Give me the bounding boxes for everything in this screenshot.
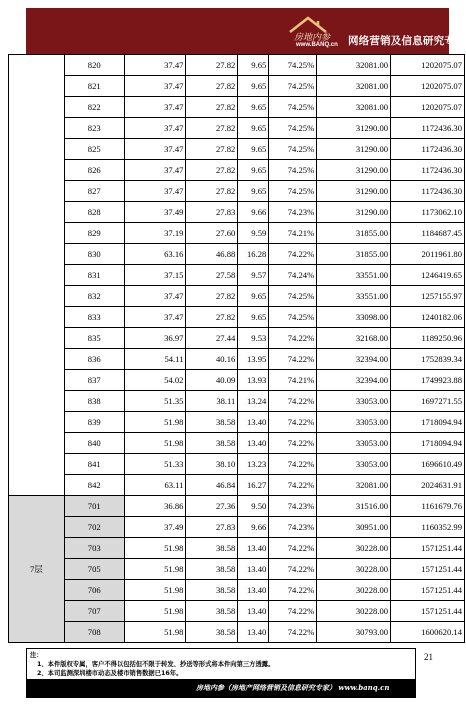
table-body-floor-7 xyxy=(9,496,465,643)
unit-price-cell: 33551.00 xyxy=(317,265,391,286)
area-cell: 37.47 xyxy=(124,307,186,328)
room-cell: 837 xyxy=(64,370,124,391)
table-row xyxy=(9,517,465,538)
unit-price-cell: 31290.00 xyxy=(317,139,391,160)
usable-area-cell: 38.58 xyxy=(186,622,238,643)
table-row xyxy=(9,265,465,286)
area-cell: 54.02 xyxy=(124,370,186,391)
total-price-cell: 1571251.44 xyxy=(391,538,465,559)
area-cell: 51.98 xyxy=(124,580,186,601)
unit-price-cell: 31290.00 xyxy=(317,118,391,139)
area-cell: 37.47 xyxy=(124,139,186,160)
ratio-cell: 74.22% xyxy=(269,433,317,454)
area-cell: 54.11 xyxy=(124,349,186,370)
room-cell: 841 xyxy=(64,454,124,475)
footer-brand-text: 房地内参（房地产网络营销及信息研究专家） www.banq.cn xyxy=(196,683,390,692)
area-cell: 51.33 xyxy=(124,454,186,475)
room-cell: 829 xyxy=(64,223,124,244)
ratio-cell: 74.25% xyxy=(269,139,317,160)
shared-area-cell: 9.65 xyxy=(238,181,269,202)
shared-area-cell: 13.95 xyxy=(238,349,269,370)
shared-area-cell: 9.50 xyxy=(238,496,269,517)
usable-area-cell: 38.10 xyxy=(186,454,238,475)
unit-price-cell: 31516.00 xyxy=(317,496,391,517)
total-price-cell: 1571251.44 xyxy=(391,580,465,601)
table-row xyxy=(9,580,465,601)
table-row xyxy=(9,622,465,643)
table-row xyxy=(9,328,465,349)
total-price-cell: 1571251.44 xyxy=(391,559,465,580)
unit-price-cell: 31855.00 xyxy=(317,223,391,244)
shared-area-cell: 9.65 xyxy=(238,139,269,160)
total-price-cell: 1718094.94 xyxy=(391,412,465,433)
room-cell: 708 xyxy=(64,622,124,643)
room-cell: 825 xyxy=(64,139,124,160)
room-cell: 707 xyxy=(64,601,124,622)
total-price-cell: 1202075.07 xyxy=(391,76,465,97)
area-cell: 51.98 xyxy=(124,601,186,622)
ratio-cell: 74.22% xyxy=(269,538,317,559)
usable-area-cell: 27.82 xyxy=(186,118,238,139)
shared-area-cell: 13.40 xyxy=(238,538,269,559)
table-row xyxy=(9,601,465,622)
area-cell: 37.19 xyxy=(124,223,186,244)
area-cell: 51.98 xyxy=(124,412,186,433)
usable-area-cell: 27.58 xyxy=(186,265,238,286)
usable-area-cell: 27.36 xyxy=(186,496,238,517)
total-price-cell: 1246419.65 xyxy=(391,265,465,286)
room-cell: 840 xyxy=(64,433,124,454)
usable-area-cell: 27.82 xyxy=(186,286,238,307)
unit-price-cell: 31290.00 xyxy=(317,181,391,202)
usable-area-cell: 27.83 xyxy=(186,202,238,223)
shared-area-cell: 9.65 xyxy=(238,307,269,328)
table-row xyxy=(9,391,465,412)
room-cell: 702 xyxy=(64,517,124,538)
usable-area-cell: 46.84 xyxy=(186,475,238,496)
total-price-cell: 1752839.34 xyxy=(391,349,465,370)
area-cell: 37.49 xyxy=(124,517,186,538)
floor-cell: 7层 xyxy=(9,496,65,643)
table-row xyxy=(9,181,465,202)
room-cell: 832 xyxy=(64,286,124,307)
footer-notes xyxy=(30,651,274,678)
room-cell: 826 xyxy=(64,160,124,181)
page-header xyxy=(26,8,466,54)
unit-price-cell: 30228.00 xyxy=(317,601,391,622)
table-row xyxy=(9,139,465,160)
total-price-cell: 1172436.30 xyxy=(391,118,465,139)
usable-area-cell: 27.82 xyxy=(186,139,238,160)
shared-area-cell: 13.23 xyxy=(238,454,269,475)
table-row xyxy=(9,349,465,370)
logo-text: 房地内参 xyxy=(294,33,331,43)
room-cell: 705 xyxy=(64,559,124,580)
table-row xyxy=(9,559,465,580)
ratio-cell: 74.23% xyxy=(269,202,317,223)
area-cell: 36.86 xyxy=(124,496,186,517)
ratio-cell: 74.22% xyxy=(269,349,317,370)
usable-area-cell: 27.82 xyxy=(186,55,238,76)
area-cell: 51.98 xyxy=(124,622,186,643)
area-cell: 37.47 xyxy=(124,181,186,202)
total-price-cell: 1240182.06 xyxy=(391,307,465,328)
shared-area-cell: 13.24 xyxy=(238,391,269,412)
room-cell: 703 xyxy=(64,538,124,559)
shared-area-cell: 13.40 xyxy=(238,433,269,454)
usable-area-cell: 38.58 xyxy=(186,601,238,622)
table-row xyxy=(9,244,465,265)
unit-price-cell: 30793.00 xyxy=(317,622,391,643)
room-cell: 828 xyxy=(64,202,124,223)
room-cell: 833 xyxy=(64,307,124,328)
room-cell: 820 xyxy=(64,55,124,76)
room-cell: 821 xyxy=(64,76,124,97)
room-cell: 835 xyxy=(64,328,124,349)
shared-area-cell: 13.40 xyxy=(238,580,269,601)
usable-area-cell: 27.83 xyxy=(186,517,238,538)
usable-area-cell: 27.82 xyxy=(186,160,238,181)
total-price-cell: 1189250.96 xyxy=(391,328,465,349)
ratio-cell: 74.21% xyxy=(269,223,317,244)
area-cell: 51.98 xyxy=(124,433,186,454)
area-cell: 37.47 xyxy=(124,76,186,97)
ratio-cell: 74.22% xyxy=(269,454,317,475)
total-price-cell: 1600620.14 xyxy=(391,622,465,643)
ratio-cell: 74.21% xyxy=(269,370,317,391)
total-price-cell: 1160352.99 xyxy=(391,517,465,538)
room-cell: 842 xyxy=(64,475,124,496)
total-price-cell: 1202075.07 xyxy=(391,97,465,118)
total-price-cell: 1172436.30 xyxy=(391,181,465,202)
ratio-cell: 74.25% xyxy=(269,118,317,139)
room-cell: 839 xyxy=(64,412,124,433)
unit-price-cell: 32394.00 xyxy=(317,349,391,370)
total-price-cell: 1202075.07 xyxy=(391,55,465,76)
area-cell: 63.16 xyxy=(124,244,186,265)
ratio-cell: 74.25% xyxy=(269,160,317,181)
unit-price-cell: 30951.00 xyxy=(317,517,391,538)
price-table xyxy=(8,54,465,643)
total-price-cell: 1696610.49 xyxy=(391,454,465,475)
unit-price-cell: 32081.00 xyxy=(317,55,391,76)
ratio-cell: 74.25% xyxy=(269,307,317,328)
usable-area-cell: 38.58 xyxy=(186,580,238,601)
room-cell: 706 xyxy=(64,580,124,601)
area-cell: 37.47 xyxy=(124,118,186,139)
unit-price-cell: 30228.00 xyxy=(317,538,391,559)
usable-area-cell: 40.09 xyxy=(186,370,238,391)
total-price-cell: 1749923.88 xyxy=(391,370,465,391)
note-1: 1、本件版权专属，客户不得以包括但不限于转发、抄送等形式将本件向第三方透露。 xyxy=(37,661,275,668)
room-cell: 822 xyxy=(64,97,124,118)
table-row xyxy=(9,496,465,517)
shared-area-cell: 9.65 xyxy=(238,97,269,118)
usable-area-cell: 27.82 xyxy=(186,97,238,118)
ratio-cell: 74.22% xyxy=(269,391,317,412)
shared-area-cell: 13.40 xyxy=(238,601,269,622)
table-row xyxy=(9,76,465,97)
ratio-cell: 74.22% xyxy=(269,475,317,496)
total-price-cell: 1173062.10 xyxy=(391,202,465,223)
table-row xyxy=(9,454,465,475)
table-row xyxy=(9,55,465,76)
room-cell: 838 xyxy=(64,391,124,412)
floor-cell xyxy=(9,55,65,496)
ratio-cell: 74.25% xyxy=(269,76,317,97)
ratio-cell: 74.25% xyxy=(269,55,317,76)
table-row xyxy=(9,223,465,244)
table-row xyxy=(9,475,465,496)
total-price-cell: 1161679.76 xyxy=(391,496,465,517)
table-row xyxy=(9,118,465,139)
unit-price-cell: 32081.00 xyxy=(317,475,391,496)
shared-area-cell: 9.65 xyxy=(238,286,269,307)
ratio-cell: 74.22% xyxy=(269,601,317,622)
usable-area-cell: 38.58 xyxy=(186,412,238,433)
unit-price-cell: 31290.00 xyxy=(317,160,391,181)
table-row xyxy=(9,538,465,559)
unit-price-cell: 32081.00 xyxy=(317,76,391,97)
logo-url: www.BANQ.cn xyxy=(296,42,338,48)
area-cell: 37.47 xyxy=(124,160,186,181)
unit-price-cell: 33053.00 xyxy=(317,391,391,412)
ratio-cell: 74.25% xyxy=(269,181,317,202)
room-cell: 836 xyxy=(64,349,124,370)
unit-price-cell: 33053.00 xyxy=(317,454,391,475)
ratio-cell: 74.22% xyxy=(269,244,317,265)
area-cell: 37.49 xyxy=(124,202,186,223)
unit-price-cell: 33053.00 xyxy=(317,412,391,433)
ratio-cell: 74.22% xyxy=(269,559,317,580)
usable-area-cell: 27.82 xyxy=(186,76,238,97)
total-price-cell: 1184687.45 xyxy=(391,223,465,244)
usable-area-cell: 27.44 xyxy=(186,328,238,349)
unit-price-cell: 30228.00 xyxy=(317,559,391,580)
table-row xyxy=(9,286,465,307)
shared-area-cell: 9.66 xyxy=(238,202,269,223)
table-row xyxy=(9,433,465,454)
usable-area-cell: 38.58 xyxy=(186,559,238,580)
area-cell: 51.98 xyxy=(124,538,186,559)
shared-area-cell: 9.57 xyxy=(238,265,269,286)
shared-area-cell: 9.65 xyxy=(238,118,269,139)
shared-area-cell: 16.27 xyxy=(238,475,269,496)
shared-area-cell: 9.59 xyxy=(238,223,269,244)
unit-price-cell: 31855.00 xyxy=(317,244,391,265)
table-body-floor-8 xyxy=(9,55,465,496)
total-price-cell: 1257155.97 xyxy=(391,286,465,307)
ratio-cell: 74.22% xyxy=(269,328,317,349)
usable-area-cell: 38.11 xyxy=(186,391,238,412)
table-row xyxy=(9,160,465,181)
unit-price-cell: 33551.00 xyxy=(317,286,391,307)
total-price-cell: 1718094.94 xyxy=(391,433,465,454)
unit-price-cell: 32168.00 xyxy=(317,328,391,349)
ratio-cell: 74.22% xyxy=(269,412,317,433)
total-price-cell: 1571251.44 xyxy=(391,601,465,622)
total-price-cell: 2011961.80 xyxy=(391,244,465,265)
table-row xyxy=(9,370,465,391)
unit-price-cell: 33053.00 xyxy=(317,433,391,454)
room-cell: 701 xyxy=(64,496,124,517)
shared-area-cell: 16.28 xyxy=(238,244,269,265)
shared-area-cell: 9.65 xyxy=(238,160,269,181)
total-price-cell: 1172436.30 xyxy=(391,139,465,160)
shared-area-cell: 13.40 xyxy=(238,559,269,580)
area-cell: 36.97 xyxy=(124,328,186,349)
ratio-cell: 74.22% xyxy=(269,622,317,643)
room-cell: 831 xyxy=(64,265,124,286)
unit-price-cell: 30228.00 xyxy=(317,580,391,601)
table-row xyxy=(9,307,465,328)
shared-area-cell: 9.53 xyxy=(238,328,269,349)
shared-area-cell: 13.40 xyxy=(238,622,269,643)
total-price-cell: 2024631.91 xyxy=(391,475,465,496)
room-cell: 830 xyxy=(64,244,124,265)
unit-price-cell: 33098.00 xyxy=(317,307,391,328)
table-row xyxy=(9,97,465,118)
room-cell: 823 xyxy=(64,118,124,139)
unit-price-cell: 32081.00 xyxy=(317,97,391,118)
usable-area-cell: 46.88 xyxy=(186,244,238,265)
shared-area-cell: 9.66 xyxy=(238,517,269,538)
shared-area-cell: 9.65 xyxy=(238,55,269,76)
header-title: 网络营销及信息研究专家 xyxy=(348,35,466,47)
shared-area-cell: 13.40 xyxy=(238,412,269,433)
ratio-cell: 74.23% xyxy=(269,496,317,517)
note-title: 注： xyxy=(30,652,43,659)
page-number: 21 xyxy=(424,652,433,662)
area-cell: 37.47 xyxy=(124,286,186,307)
total-price-cell: 1172436.30 xyxy=(391,160,465,181)
ratio-cell: 74.24% xyxy=(269,265,317,286)
area-cell: 37.47 xyxy=(124,55,186,76)
shared-area-cell: 13.93 xyxy=(238,370,269,391)
area-cell: 37.15 xyxy=(124,265,186,286)
usable-area-cell: 38.58 xyxy=(186,433,238,454)
unit-price-cell: 32394.00 xyxy=(317,370,391,391)
ratio-cell: 74.25% xyxy=(269,97,317,118)
usable-area-cell: 27.82 xyxy=(186,307,238,328)
area-cell: 51.98 xyxy=(124,559,186,580)
area-cell: 63.11 xyxy=(124,475,186,496)
total-price-cell: 1697271.55 xyxy=(391,391,465,412)
area-cell: 51.35 xyxy=(124,391,186,412)
usable-area-cell: 40.16 xyxy=(186,349,238,370)
note-2: 2、本司监测深圳楼市动态及楼市销售数据已16年。 xyxy=(37,670,183,677)
table-row xyxy=(9,202,465,223)
unit-price-cell: 31290.00 xyxy=(317,202,391,223)
table-row xyxy=(9,412,465,433)
shared-area-cell: 9.65 xyxy=(238,76,269,97)
usable-area-cell: 38.58 xyxy=(186,538,238,559)
room-cell: 827 xyxy=(64,181,124,202)
ratio-cell: 74.23% xyxy=(269,517,317,538)
ratio-cell: 74.22% xyxy=(269,580,317,601)
usable-area-cell: 27.60 xyxy=(186,223,238,244)
area-cell: 37.47 xyxy=(124,97,186,118)
ratio-cell: 74.25% xyxy=(269,286,317,307)
usable-area-cell: 27.82 xyxy=(186,181,238,202)
